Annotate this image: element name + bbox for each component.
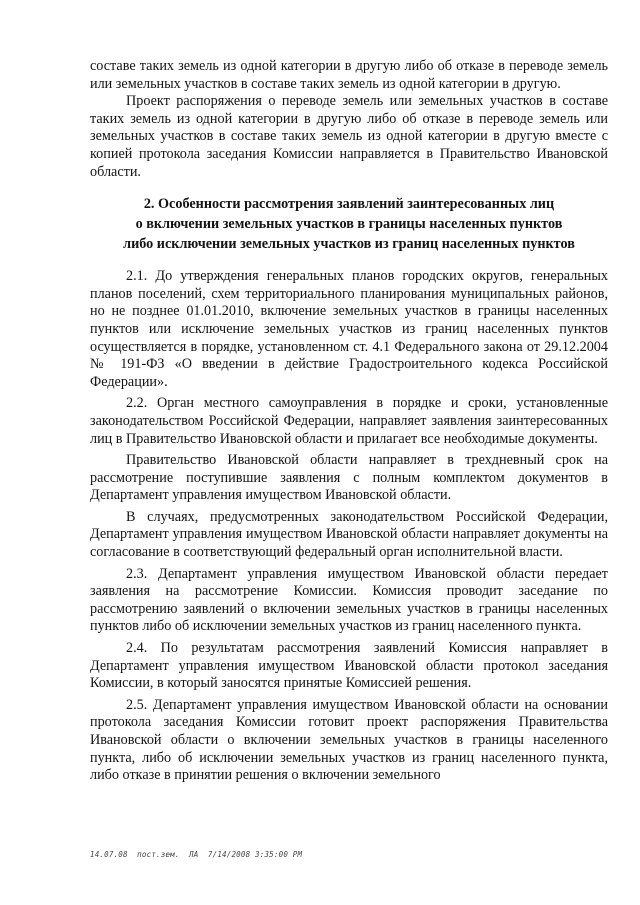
footer-stamp: 14.07.08 пост.зем. ЛА 7/14/2008 3:35:00 PM xyxy=(90,850,303,859)
paragraph-government: Правительство Ивановской области направляет в трехдневный срок на рассмотрение поступившие заявления с полным комплектом документов в Департамент управления имуществом Ивановской области. xyxy=(90,452,608,504)
paragraph-2-4: 2.4. По результатам рассмотрения заявлений Комиссия направляет в Департамент управления имуществом Ивановской области протокол заседания Комиссии, в который заносятся принятые Комиссией решения. xyxy=(90,640,608,692)
document-body xyxy=(90,58,608,785)
paragraph-draft-order: Проект распоряжения о переводе земель или земельных участков в составе таких земель из одной категории в другую либо об отказе в переводе земель или земельных участков в составе таких земель из одной категории в другую вместе с копией протокола заседания Комиссии направляется в Правительство Ивановской области. xyxy=(90,93,608,180)
paragraph-2-1: 2.1. До утверждения генеральных планов городских округов, генеральных планов поселений, схем территориального планирования муниципальных районов, но не позднее 01.01.2010, включение земельных участков в границы населенных пунктов или исключение земельных участков из границ населенных пунктов осуществляется в порядке, установленном ст. 4.1 Федерального закона от 29.12.2004 № 191-ФЗ «О введении в действие Градостроительного кодекса Российской Федерации». xyxy=(90,268,608,390)
paragraph-2-3: 2.3. Департамент управления имуществом Ивановской области передает заявления на рассмотрение Комиссии. Комиссия проводит заседание по рассмотрению заявлений о включении земельных участков в границы населенных пунктов либо об исключении земельных участков из границ населенного пункта. xyxy=(90,565,608,635)
section-heading-line: либо исключении земельных участков из границ населенных пунктов xyxy=(123,236,575,253)
section-heading-line: 2. Особенности рассмотрения заявлений заинтересованных лиц xyxy=(143,196,555,213)
paragraph-2-2: 2.2. Орган местного самоуправления в порядке и сроки, установленные законодательством Российской Федерации, направляет заявления заинтересованных лиц в Правительство Ивановской области и прилагает все необходимые документы. xyxy=(90,395,608,447)
paragraph-2-5: 2.5. Департамент управления имуществом Ивановской области на основании протокола заседания Комиссии готовит проект распоряжения Правительства Ивановской области о включении земельных участков в границы населенного пункта, либо об исключении земельных участков из границ населенного пункта, либо отказе в принятии решения о включении земельного xyxy=(90,696,608,784)
paragraph-federal-cases: В случаях, предусмотренных законодательством Российской Федерации, Департамент управления имуществом Ивановской области направляет документы на согласование в соответствующий федеральный орган исполнительной власти. xyxy=(90,508,608,561)
section-heading xyxy=(90,194,608,254)
paragraph-continuation: составе таких земель из одной категории в другую либо об отказе в переводе земель или земельных участков в составе таких земель из одной категории в другую. xyxy=(90,58,608,92)
section-heading-line: о включении земельных участков в границы населенных пунктов xyxy=(135,216,563,233)
